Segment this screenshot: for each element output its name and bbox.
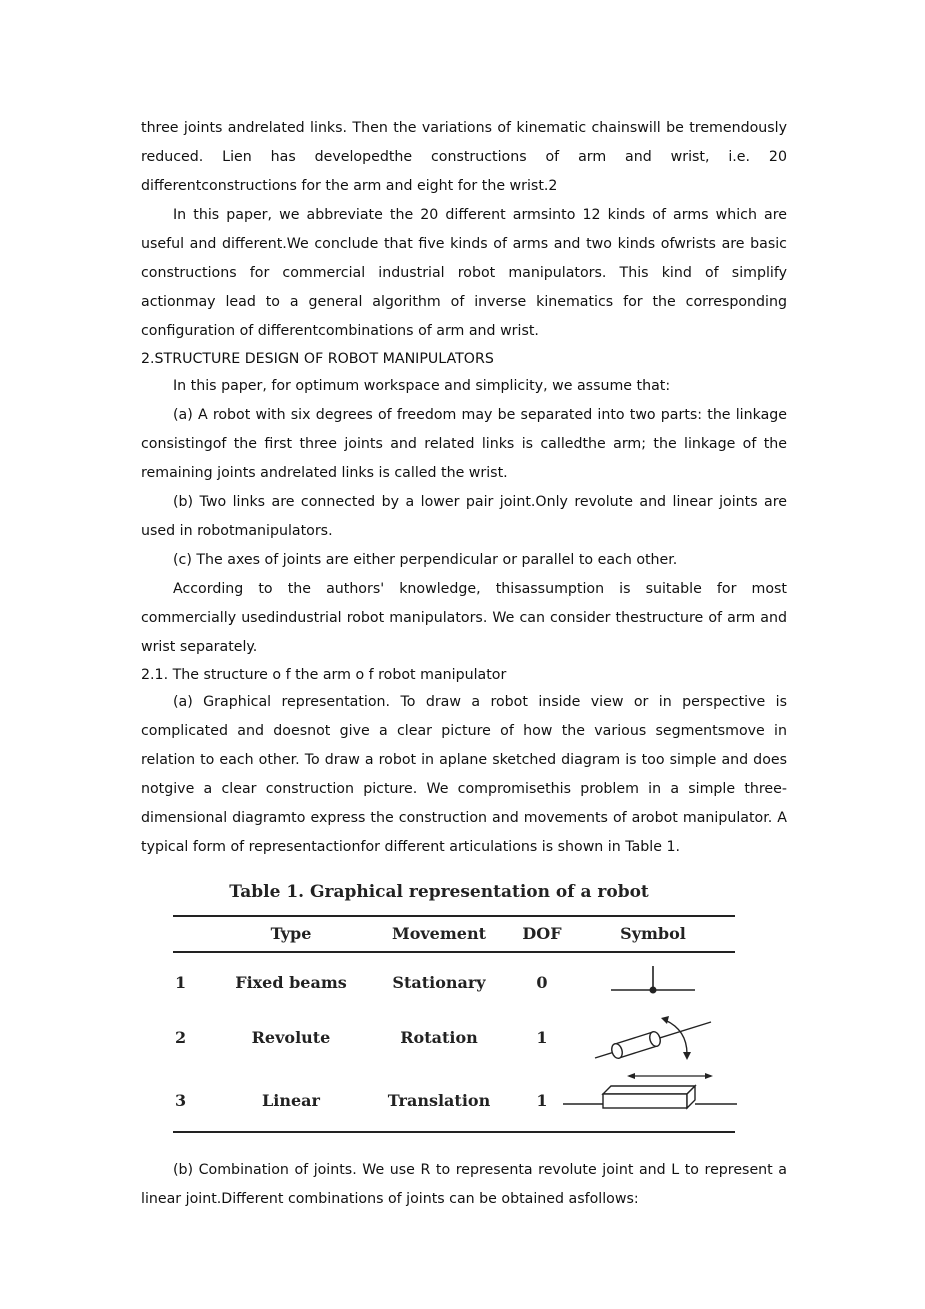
revolute-joint-icon bbox=[591, 1008, 715, 1068]
row-1-movement: Stationary bbox=[392, 973, 486, 992]
row-1-dof: 0 bbox=[536, 973, 548, 992]
header-movement: Movement bbox=[392, 924, 486, 943]
row-3-dof: 1 bbox=[536, 1091, 548, 1110]
paragraph-graphical-representation: (a) Graphical representation. To draw a robot inside view or in perspective is complicated and doesnot give a clear picture of how the various segmentsmove in relation to each other. To draw a robot in aplane sketched diagram is too simple and does notgive a clear construction picture. We compromisethis problem in a simple three-dimensional diagramto express the construction and movements of arobot manipulator. A typical form of representactionfor different articulations is shown in Table 1. bbox=[141, 694, 787, 855]
fixed-beam-icon bbox=[607, 962, 699, 998]
row-2-dof: 1 bbox=[536, 1028, 548, 1047]
header-type: Type bbox=[270, 924, 312, 943]
row-1-type: Fixed beams bbox=[235, 973, 347, 992]
header-dof: DOF bbox=[522, 924, 562, 943]
table-title: Table 1. Graphical representation of a robot bbox=[229, 882, 649, 902]
paragraph-authors: According to the authors' knowledge, thisassumption is suitable for most commercially usedindustrial robot manipulators. We can consider thestructure of arm and wrist separately. bbox=[141, 581, 787, 655]
paragraph-combination-of-joints: (b) Combination of joints. We use R to representa revolute joint and L to represent a linear joint.Different combinations of joints can be obtained asfollows: bbox=[141, 1162, 787, 1207]
row-3-type: Linear bbox=[262, 1091, 320, 1110]
row-3-number: 3 bbox=[175, 1091, 187, 1110]
table-header-rule bbox=[173, 951, 735, 953]
table-1-figure bbox=[141, 876, 761, 1144]
header-symbol: Symbol bbox=[620, 924, 686, 943]
paragraph-1: three joints andrelated links. Then the variations of kinematic chainswill be tremendously reduced. Lien has developedthe constructions of arm and wrist, i.e. 20 differentconstructions for the arm and eight for the wrist.2 bbox=[141, 120, 787, 194]
linear-joint-icon bbox=[561, 1072, 741, 1116]
row-2-movement: Rotation bbox=[400, 1028, 478, 1047]
assumption-b: (b) Two links are connected by a lower pair joint.Only revolute and linear joints are used in robotmanipulators. bbox=[141, 494, 787, 539]
assumption-c: (c) The axes of joints are either perpendicular or parallel to each other. bbox=[173, 552, 678, 568]
table-bottom-rule bbox=[173, 1131, 735, 1133]
paragraph-2: In this paper, we abbreviate the 20 different armsinto 12 kinds of arms which are useful and different.We conclude that five kinds of arms and two kinds ofwrists are basic constructions for commercial industrial robot manipulators. This kind of simplify actionmay lead to a general algorithm of inverse kinematics for the corresponding configuration of differentcombinations of arm and wrist. bbox=[141, 207, 787, 339]
paragraph-3: In this paper, for optimum workspace and simplicity, we assume that: bbox=[173, 378, 671, 394]
assumption-a: (a) A robot with six degrees of freedom may be separated into two parts: the linkage consistingof the first three joints and related links is calledthe arm; the linkage of the remaining joints andrelated links is called the wrist. bbox=[141, 407, 787, 481]
row-2-type: Revolute bbox=[251, 1028, 331, 1047]
subsection-heading-2-1: 2.1. The structure o f the arm o f robot manipulator bbox=[141, 667, 507, 683]
table-top-rule bbox=[173, 915, 735, 917]
row-3-movement: Translation bbox=[387, 1091, 491, 1110]
row-1-number: 1 bbox=[175, 973, 187, 992]
section-heading-2: 2.STRUCTURE DESIGN OF ROBOT MANIPULATORS bbox=[141, 351, 494, 367]
row-2-number: 2 bbox=[175, 1028, 187, 1047]
document-page bbox=[141, 114, 787, 1214]
